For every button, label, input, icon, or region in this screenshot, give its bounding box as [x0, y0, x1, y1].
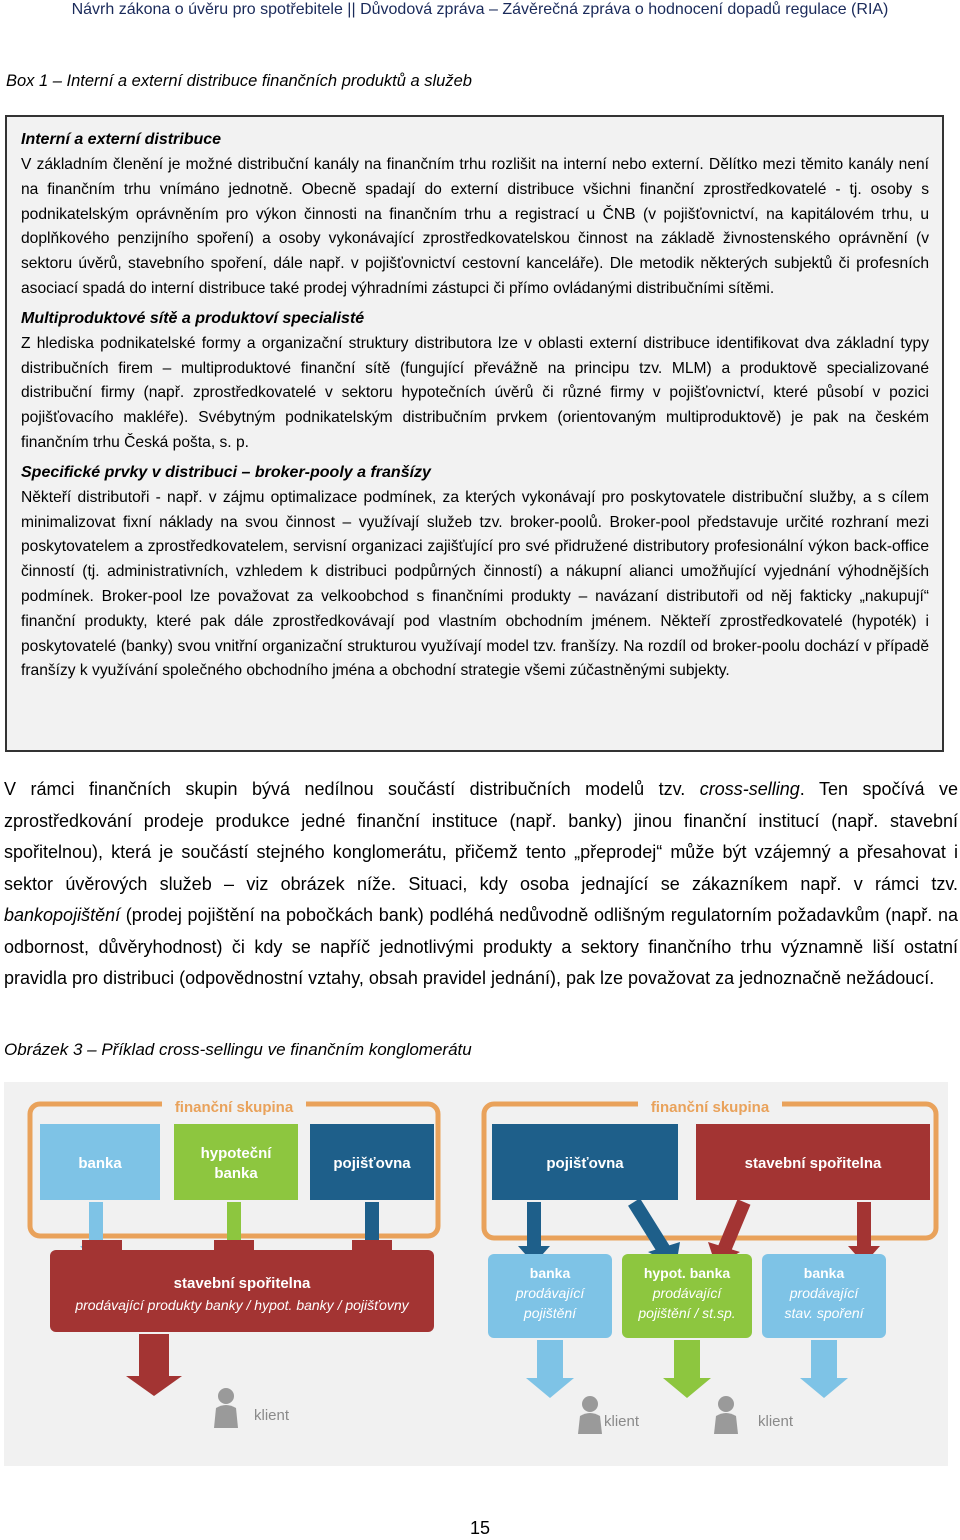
body-text-part: . Ten spočívá ve zprostředkování prodeje produkce jedné finanční instituce (např. banky) jinou finanční institucí (např. stavební spořitelnou), která je součástí stejného konglomerátu, přičemž tento „přeprodej“ může být vzájemný a přesahovat i sektor úvěrových služeb – viz obrázek níže. Situaci, kdy osoba jednající se zákazníkem např. v rámci tzv.	[4, 779, 958, 894]
group-label-right: finanční skupina	[650, 1099, 770, 1116]
label-hypotecni-2: banka	[214, 1165, 258, 1182]
box-distributor-tab3	[352, 1240, 392, 1256]
label-client-right-2: klient	[758, 1413, 794, 1430]
person-icon	[714, 1396, 738, 1434]
section-heading-networks: Multiproduktové sítě a produktoví specialisté	[21, 309, 365, 327]
label-client-right-1: klient	[604, 1413, 640, 1430]
page-number: 15	[469, 1518, 491, 1538]
body-paragraph	[4, 774, 958, 995]
arrow-head-client-left	[126, 1376, 182, 1396]
person-icon	[214, 1388, 238, 1428]
label-b1-3: pojištění	[523, 1305, 577, 1321]
box-caption: Box 1 – Interní a externí distribuce finančních produktů a služeb	[6, 72, 472, 90]
label-b1-1: banka	[529, 1265, 571, 1281]
label-distributor-left-1: stavební spořitelna	[173, 1275, 311, 1292]
section-text-brokers: Někteří distributoři - např. v zájmu optimalizace podmínek, za kterých vykonávají pro poskytovatele distribuční služby, a s cílem minimalizovat fixní náklady na svou činnost – využívají služeb tzv. broker-poolů. Broker-pool představuje určité rozhraní mezi poskytovatelem a zprostředkovatelem, servisní organizaci zajišťující pro své přidružené distributory profesionální výkon back-office činností (tj. administrativních, vzhledem k distribuci podpůrných činností) a nákupní alianci umožňující vyjednání výhodnějších podmínek. Broker-pool lze považovat za velkoobchod s finančními produkty – navázaní distributoři od něj fakticky „nakupují“ finanční produkty, které pak dále zprostředkovávají pod vlastním obchodním jménem. Někteří zprostředkovatelé (hypoték) i poskytovatelé (banky) svou vnitřní organizační strukturou využívají model tzv. franšízy. Na rozdíl od broker-poolu dochází v případě franšízy k využívání společného obchodního jména a obchodní strategie všemi zúčastněnými subjekty.	[21, 488, 929, 680]
figure-caption: Obrázek 3 – Příklad cross-sellingu ve finančním konglomerátu	[4, 1040, 472, 1059]
label-client-left: klient	[254, 1407, 290, 1424]
cross-selling-figure	[4, 1082, 948, 1466]
label-b2-2: prodávající	[652, 1285, 722, 1301]
box-distributor-tab1	[82, 1240, 122, 1256]
label-b3-1: banka	[803, 1265, 845, 1281]
arrow-head-client-r3	[800, 1378, 848, 1398]
arrow-head-client-r2	[663, 1378, 711, 1398]
label-pojistovna-right: pojišťovna	[546, 1155, 624, 1172]
section-heading-distribution: Interní a externí distribuce	[21, 131, 222, 148]
body-text-part: V rámci finančních skupin bývá nedílnou součástí distribučních modelů tzv.	[4, 779, 700, 799]
arrow-right-2	[634, 1202, 664, 1250]
label-pojistovna: pojišťovna	[333, 1155, 411, 1172]
label-b2-3: pojištění / st.sp.	[638, 1305, 736, 1321]
section-text-networks: Z hlediska podnikatelské formy a organizační struktury distributora lze v oblasti externí distribuce identifikovat dva základní typy distribučních firem – multiproduktové finanční sítě (fungující převážně na principu tzv. MLM) a produktově specializované distribuční firmy (např. zprostředkovatelé v sektoru hypotečních úvěrů či různé firmy v pojišťovnictví, které působí v pozici pojišťovacího makléře). Svébytným podnikatelským distribučním prvkem (orientovaným multiproduktově) je pak na českém finančním trhu Česká pošta, s. p.	[21, 334, 929, 451]
label-distributor-left-2: prodávající produkty banky / hypot. banky / pojišťovny	[75, 1297, 409, 1313]
label-b3-2: prodávající	[789, 1285, 859, 1301]
label-b3-3: stav. spoření	[784, 1305, 864, 1321]
info-box-content	[21, 127, 929, 688]
arrow-head-client-r1	[526, 1378, 574, 1398]
group-label-left: finanční skupina	[174, 1099, 294, 1116]
label-b1-2: prodávající	[515, 1285, 585, 1301]
cross-selling-diagram	[4, 1082, 948, 1466]
label-b2-1: hypot. banka	[643, 1265, 731, 1281]
body-text-part: (prodej pojištění na pobočkách bank) podléhá nedůvodně odlišným regulatorním požadavkům (např. na odbornost, důvěryhodnost) či kdy se napříč jednotlivými produkty a sektory finančního trhu významně liší ostatní pravidla pro distribuci (odpovědnostní vztahy, obsah pravidel jednání), pak lze považovat za jednoznačně nežádoucí.	[4, 905, 958, 988]
section-text-distribution: V základním členění je možné distribuční kanály na finančním trhu rozlišit na interní nebo externí. Dělítko mezi těmito kanály není na finančním trhu vnímáno jednotně. Obecně spadají do externí distribuce všichni finanční zprostředkovatelé - tj. osoby s podnikatelským oprávněním pro výkon činnosti na finančním trhu a registrací u ČNB (v pojišťovnictví, na kapitálovém trhu, u doplňkového penzijního spoření) a osoby vykonávající zprostředkovatelskou činnost na základě živnostenského oprávnění (v sektoru úvěrů, stavebního spoření, dále např. v pojišťovnictví cestovní kanceláře). Dle metodik některých subjektů či profesních asociací spadá do interní distribuce také prodej výhradními zástupci či přímo ovládanými distribučními sítěmi.	[21, 156, 929, 297]
box-hypotecni-banka	[174, 1124, 298, 1200]
term-cross-selling: cross-selling	[699, 779, 800, 799]
info-box	[5, 115, 944, 752]
label-hypotecni-1: hypoteční	[200, 1145, 272, 1162]
running-header: Návrh zákona o úvěru pro spotřebitele || Důvodová zpráva – Závěrečná zpráva o hodnocení dopadů regulace (RIA)	[71, 1, 889, 18]
section-heading-brokers: Specifické prvky v distribuci – broker-pooly a franšízy	[21, 463, 431, 481]
label-banka: banka	[78, 1155, 122, 1172]
arrow-right-3	[724, 1202, 744, 1250]
term-bankopojisteni: bankopojištění	[4, 905, 121, 925]
person-icon	[578, 1396, 602, 1434]
box-distributor-tab2	[214, 1240, 254, 1256]
label-stavebni-right: stavební spořitelna	[744, 1155, 882, 1172]
